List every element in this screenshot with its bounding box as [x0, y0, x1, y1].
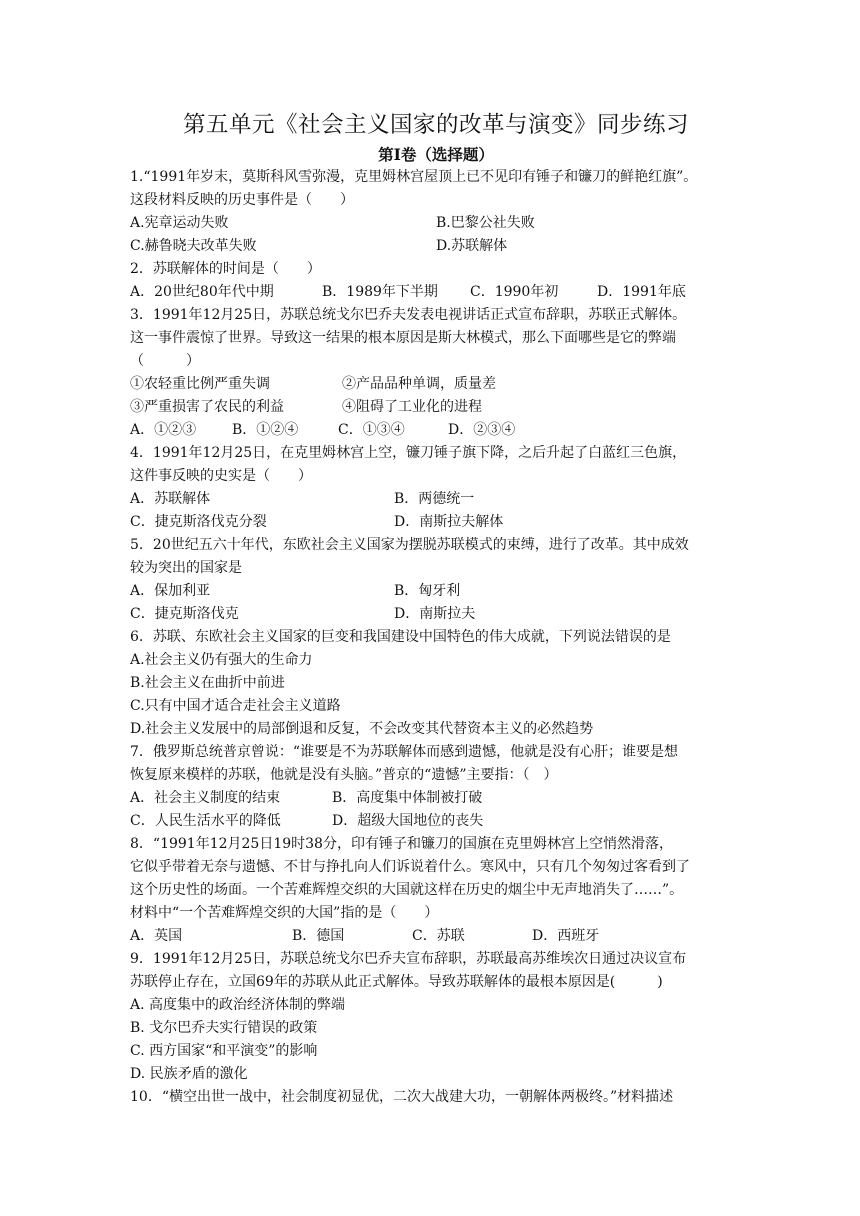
option-d: D.苏联解体 [436, 238, 508, 254]
option-b: B．德国 [292, 928, 345, 944]
option-a: A. 高度集中的政治经济体制的弊端 [130, 997, 346, 1013]
question-7-options-row1 [130, 787, 742, 810]
option-b: B. 戈尔巴乔夫实行错误的政策 [130, 1020, 318, 1036]
option-d: D．南斯拉夫 [394, 606, 476, 622]
question-3-statements-row2 [130, 396, 742, 419]
option-d: D.社会主义发展中的局部倒退和反复，不会改变其代替资本主义的必然趋势 [130, 721, 594, 737]
question-5-stem: 5．20世纪五六十年代，东欧社会主义国家为摆脱苏联模式的束缚，进行了改革。其中成效 [130, 537, 689, 553]
question-3-stem-blank: （ ） [130, 353, 200, 369]
question-7-stem: 7．俄罗斯总统普京曾说：“谁要是不为苏联解体而感到遗憾，他就是没有心肝；谁要是想 [130, 744, 679, 760]
option-d: D．②③④ [448, 422, 516, 438]
question-1-options-row1 [130, 212, 742, 235]
document-page [130, 110, 742, 1109]
option-b: B.社会主义在曲折中前进 [130, 675, 285, 691]
question-4-options-row2 [130, 511, 742, 534]
option-d: D．超级大国地位的丧失 [332, 813, 484, 829]
option-a: A．①②③ [130, 422, 197, 438]
option-b: B．匈牙利 [394, 583, 461, 599]
question-8-stem-cont2: 这个历史性的场面。一个苦难辉煌交织的大国就这样在历史的烟尘中无声地消失了……”。 [130, 882, 684, 898]
statement-4: ④阻碍了工业化的进程 [342, 399, 482, 415]
option-b: B．1989年下半期 [322, 284, 438, 300]
option-b: B．①②④ [232, 422, 299, 438]
question-9-stem-cont: 苏联停止存在，立国69年的苏联从此正式解体。导致苏联解体的最根本原因是( ) [130, 974, 663, 990]
option-c: C．①③④ [338, 422, 405, 438]
option-c: C．捷克斯洛伐克分裂 [130, 514, 267, 530]
question-8-stem-cont3: 材料中“一个苦难辉煌交织的大国”指的是（ ） [130, 905, 439, 921]
question-8-stem: 8．“1991年12月25日19时38分，印有锤子和镰刀的国旗在克里姆林宫上空悄然滑落， [130, 836, 673, 852]
question-5-stem-cont: 较为突出的国家是 [130, 560, 242, 576]
option-a: A.宪章运动失败 [130, 215, 229, 231]
question-1-stem-cont: 这段材料反映的历史事件是（ ） [130, 192, 354, 208]
option-a: A．20世纪80年代中期 [130, 284, 274, 300]
option-b: B.巴黎公社失败 [436, 215, 535, 231]
option-c: C.只有中国才适合走社会主义道路 [130, 698, 341, 714]
option-d: D．1991年底 [597, 284, 686, 300]
question-3-statements-row1 [130, 373, 742, 396]
document-title: 第五单元《社会主义国家的改革与演变》同步练习 [182, 112, 689, 138]
option-a: A.社会主义仍有强大的生命力 [130, 652, 313, 668]
question-5-options-row1 [130, 580, 742, 603]
option-c: C.赫鲁晓夫改革失败 [130, 238, 257, 254]
question-7-options-row2 [130, 810, 742, 833]
option-c: C．苏联 [412, 928, 465, 944]
option-a: A．苏联解体 [130, 491, 211, 507]
statement-1: ①农轻重比例严重失调 [130, 376, 270, 392]
option-c: C．人民生活水平的降低 [130, 813, 281, 829]
option-a: A．保加利亚 [130, 583, 211, 599]
option-c: C. 西方国家“和平演变”的影响 [130, 1043, 318, 1059]
question-1-options-row2 [130, 235, 742, 258]
option-b: B．两德统一 [394, 491, 475, 507]
question-4-options-row1 [130, 488, 742, 511]
question-9-stem: 9．1991年12月25日，苏联总统戈尔巴乔夫宣布辞职，苏联最高苏维埃次日通过决议宣布 [130, 951, 687, 967]
option-a: A．社会主义制度的结束 [130, 790, 281, 806]
question-7-stem-cont: 恢复原来模样的苏联，他就是没有头脑。”普京的“遗憾”主要指：（ ） [130, 767, 558, 783]
question-2-options [130, 281, 742, 304]
option-d: D. 民族矛盾的激化 [130, 1066, 248, 1082]
question-2-stem: 2．苏联解体的时间是（ ） [130, 261, 321, 277]
option-b: B．高度集中体制被打破 [332, 790, 483, 806]
question-3-options [130, 419, 742, 442]
option-a: A．英国 [130, 928, 183, 944]
section-heading: 第Ⅰ卷（选择题） [378, 145, 494, 164]
statement-2: ②产品品种单调，质量差 [342, 376, 496, 392]
option-c: C．1990年初 [470, 284, 559, 300]
option-c: C．捷克斯洛伐克 [130, 606, 239, 622]
question-4-stem-cont: 这件事反映的史实是（ ） [130, 468, 312, 484]
question-4-stem: 4．1991年12月25日，在克里姆林宫上空，镰刀锤子旗下降，之后升起了白蓝红三色旗， [130, 445, 687, 461]
question-1-stem: 1.“1991年岁末，莫斯科风雪弥漫，克里姆林宫屋顶上已不见印有锤子和镰刀的鲜艳红旗”。 [130, 169, 698, 185]
question-8-options [130, 925, 742, 948]
question-3-stem: 3．1991年12月25日，苏联总统戈尔巴乔夫发表电视讲话正式宣布辞职，苏联正式解体。 [130, 307, 687, 323]
question-6-stem: 6．苏联、东欧社会主义国家的巨变和我国建设中国特色的伟大成就，下列说法错误的是 [130, 629, 671, 645]
question-5-options-row2 [130, 603, 742, 626]
question-8-stem-cont: 它似乎带着无奈与遗憾、不甘与挣扎向人们诉说着什么。寒风中，只有几个匆匆过客看到了 [130, 859, 690, 875]
option-d: D．南斯拉夫解体 [394, 514, 504, 530]
question-10-stem: 10．“横空出世一战中，社会制度初显优，二次大战建大功，一朝解体两极终。”材料描述 [130, 1089, 674, 1105]
statement-3: ③严重损害了农民的利益 [130, 399, 284, 415]
question-3-stem-cont: 这一事件震惊了世界。导致这一结果的根本原因是斯大林模式，那么下面哪些是它的弊端 [130, 330, 676, 346]
option-d: D．西班牙 [532, 928, 600, 944]
